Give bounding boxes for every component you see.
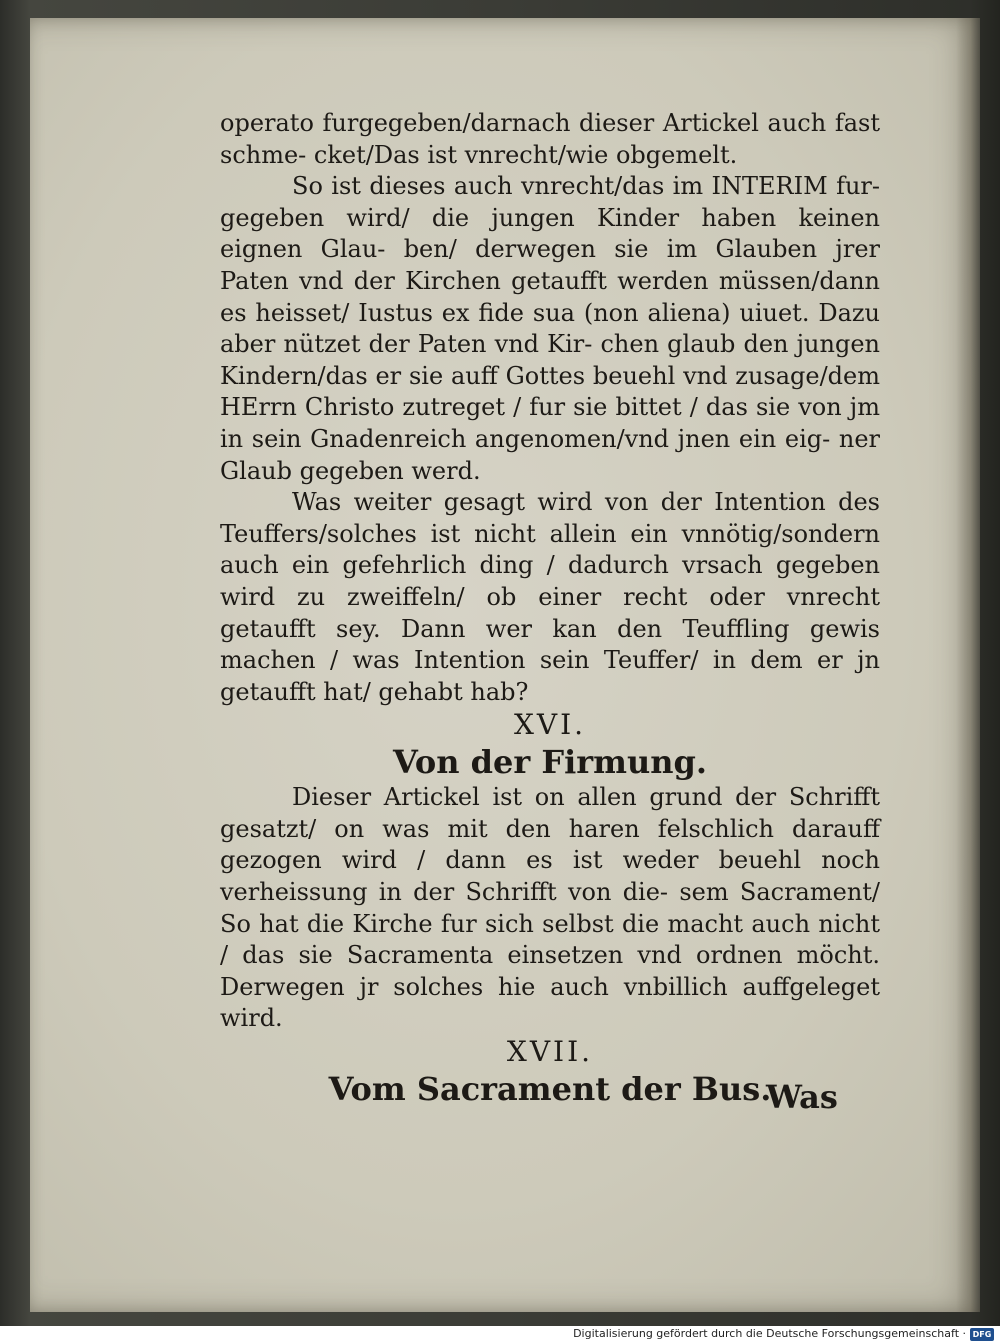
section-title-firmung: Von der Firmung.	[392, 743, 707, 782]
page-fold-shadow	[956, 18, 980, 1312]
catchword: Was	[766, 1078, 838, 1116]
paragraph-intention: Was weiter gesagt wird von der Intention des Teuffers/solches ist nicht allein ein vnnötig/sondern auch ein gefehrlich ding / dadurch vrsach gegeben wird zu zweiffeln/ ob einer recht oder vnrecht getaufft sey. Dann wer kan den Teuffling gewis machen / was Intention sein Teuffer/ in dem er jn getaufft hat/ gehabt hab?	[220, 488, 880, 706]
section-number-xvi: XVI.	[513, 708, 587, 742]
footer-credit: Digitalisierung gefördert durch die Deutsche Forschungsgemeinschaft ·	[573, 1327, 966, 1340]
paragraph-continuation: operato furgegeben/darnach dieser Artickel auch fast schme- cket/Das ist vnrecht/wie obgemelt.	[220, 109, 880, 169]
section-number-xvii: XVII.	[506, 1035, 594, 1069]
paragraph-interim: So ist dieses auch vnrecht/das im INTERIM fur- gegeben wird/ die jungen Kinder haben keinen eignen Glau- ben/ derwegen sie im Glauben jrer Paten vnd der Kirchen getaufft werden müssen/dann es heisset/ Iustus ex fide sua (non aliena) uiuet. Dazu aber nützet der Paten vnd Kir- chen glaub den jungen Kindern/das er sie auff Gottes beuehl vnd zusage/dem HErrn Christo zutreget / fur sie bittet / das sie von jm in sein Gnadenreich angenomen/vnd jnen ein eig- ner Glaub gegeben werd.	[220, 172, 880, 485]
section-title-bus: Vom Sacrament der Bus.	[328, 1070, 772, 1109]
dfg-logo-icon: DFG	[970, 1328, 994, 1341]
page-text-block	[220, 108, 880, 1109]
paragraph-firmung: Dieser Artickel ist on allen grund der Schrifft gesatzt/ on was mit den haren felschlich darauff gezogen wird / dann es ist weder beuehl noch verheissung in der Schrifft von die- sem Sacrament/ So hat die Kirche fur sich selbst die macht auch nicht / das sie Sacramenta einsetzen vnd ordnen möcht. Derwegen jr solches hie auch vnbillich auffgeleget wird.	[220, 783, 880, 1033]
